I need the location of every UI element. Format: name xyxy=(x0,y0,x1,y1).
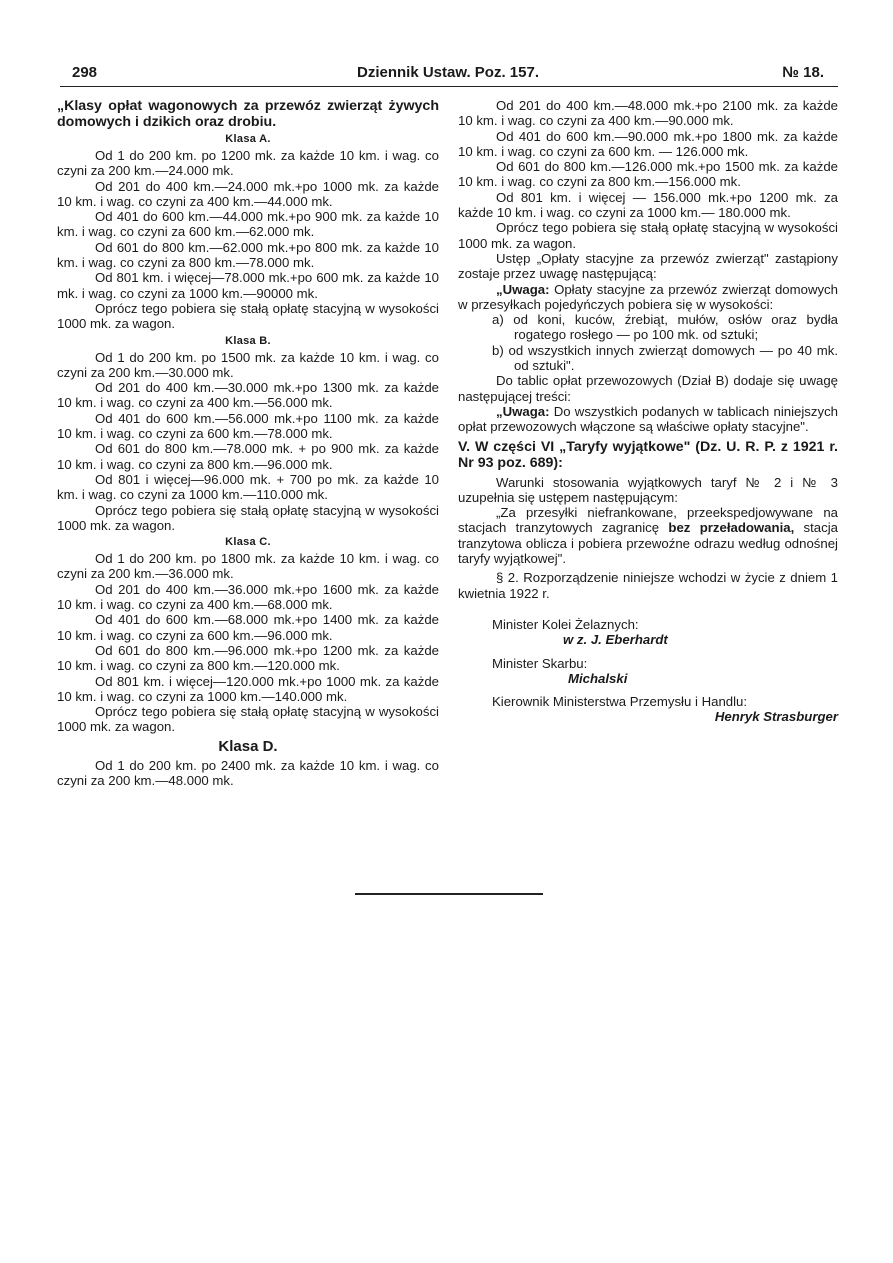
klasa-b-heading: Klasa B. xyxy=(225,334,271,347)
quote-end: stacja tranzytowa oblicza i pobiera przewoźne odrazu według odnośnej taryfy wyjątkowej". xyxy=(458,520,838,567)
klasa-c-para: Od 601 do 800 km.—96.000 mk.+po 1200 mk. za każde 10 km. i wag. co czyni za 800 km.—120.000 mk. xyxy=(57,642,439,674)
klasa-a-para: Od 201 do 400 km.—24.000 mk.+po 1000 mk. za każde 10 km. i wag. co czyni za 400 km.—44.000 mk. xyxy=(57,178,439,209)
klasa-c-para: Od 401 do 600 km.—68.000 mk.+po 1400 mk. za każde 10 km. i wag. co czyni za 600 km.—96.000 mk. xyxy=(57,612,439,643)
list-item-b: b) od wszystkich innych zwierząt domowych — po 40 mk. od sztuki". xyxy=(492,342,838,374)
warunki-para: Warunki stosowania wyjątkowych taryf № 2 i № 3 uzupełnia się ustępem następującym: xyxy=(458,474,838,505)
uwaga-1 xyxy=(458,282,838,313)
klasa-b-para: Od 201 do 400 km.—30.000 mk.+po 1300 mk. za każde 10 km. i wag. co czyni za 400 km.—56.000 mk. xyxy=(57,380,439,411)
klasa-b-para: Od 401 do 600 km.—56.000 mk.+po 1100 mk. za każde 10 km. i wag. co czyni za 600 km.—78.000 mk. xyxy=(57,410,439,442)
klasa-d-heading: Klasa D. xyxy=(218,737,278,755)
section-title: „Klasy opłat wagonowych za przewóz zwierząt żywych domowych i dzikich oraz drobiu. xyxy=(57,98,439,130)
uwaga-1-label: „Uwaga: xyxy=(496,281,550,297)
quote-start: „Za przesyłki niefrankowane, przeekspedjowywane na stacjach tranzytowych zagranicę xyxy=(458,505,838,536)
klasa-b-para: Oprócz tego pobiera się stałą opłatę stacyjną w wysokości 1000 mk. za wagon. xyxy=(57,502,439,533)
paragraph-2: § 2. Rozporządzenie niniejsze wchodzi w życie z dniem 1 kwietnia 1922 r. xyxy=(458,570,838,601)
klasa-a-para: Od 401 do 600 km.—44.000 mk.+po 900 mk. za każde 10 km. i wag. co czyni za 600 km.—62.000 mk. xyxy=(57,209,439,240)
klasa-b-para: Od 1 do 200 km. po 1500 mk. za każde 10 km. i wag. co czyni za 200 km.—30.000 mk. xyxy=(57,349,439,380)
page-number: 298 xyxy=(72,64,98,81)
quote-bold: bez przeładowania, xyxy=(668,520,795,536)
list-item-a: a) od koni, kuców, źrebiąt, mułów, osłów oraz bydła rogatego rosłego — po 100 mk. od sztuki; xyxy=(492,312,838,343)
klasa-d-para: Od 201 do 400 km.—48.000 mk.+po 2100 mk. za każde 10 km. i wag. co czyni za 400 km.—90.000 mk. xyxy=(458,98,838,129)
signature-2-title: Minister Skarbu: xyxy=(492,655,588,671)
klasa-d-para: Od 601 do 800 km.—126.000 mk.+po 1500 mk. za każde 10 km. i wag. co czyni za 800 km.—156.000 mk. xyxy=(458,159,838,190)
klasa-a-para: Oprócz tego pobiera się stałą opłatę stacyjną w wysokości 1000 mk. za wagon. xyxy=(57,300,439,332)
klasa-c-heading: Klasa C. xyxy=(225,536,271,549)
klasa-a-para: Od 601 do 800 km.—62.000 mk.+po 800 mk. za każde 10 km. i wag. co czyni za 800 km.—78.000 mk. xyxy=(57,239,439,271)
signature-1-name: w z. J. Eberhardt xyxy=(563,632,668,648)
issue-number: № 18. xyxy=(782,64,824,81)
klasa-c-para: Od 801 km. i więcej—120.000 mk.+po 1000 mk. za każde 10 km. i wag. co czyni za 1000 km.—140.000 mk. xyxy=(57,673,439,704)
klasa-d-para: Oprócz tego pobiera się stałą opłatę stacyjną w wysokości 1000 mk. za wagon. xyxy=(458,220,838,251)
uwaga-2-text: Do wszystkich podanych w tablicach niniejszych opłat przewozowych włączone są właściwe opłaty stacyjne". xyxy=(458,403,838,435)
uwaga-2 xyxy=(458,404,838,435)
uwaga-2-label: „Uwaga: xyxy=(496,403,550,419)
journal-title: Dziennik Ustaw. Poz. 157. xyxy=(357,64,539,81)
klasa-d-para: Od 401 do 600 km.—90.000 mk.+po 1800 mk. za każde 10 km. i wag. co czyni za 600 km. — 126.000 mk. xyxy=(458,128,838,159)
signature-1-title: Minister Kolei Żelaznych: xyxy=(492,616,639,632)
signature-2-name: Michalski xyxy=(568,670,628,686)
section-v-heading: V. W części VI „Taryfy wyjątkowe" (Dz. U. R. P. z 1921 r. Nr 93 poz. 689): xyxy=(458,438,838,471)
header-rule xyxy=(60,86,838,87)
uwaga-1-text: Opłaty stacyjne za przewóz zwierząt domowych w przesyłkach pojedyńczych pobiera się w wysokości: xyxy=(458,281,838,312)
klasa-a-heading: Klasa A. xyxy=(225,133,271,145)
klasa-b-para: Od 801 i więcej—96.000 mk. + 700 po mk. za każde 10 km. i wag. co czyni za 1000 km.—110.000 mk. xyxy=(57,471,439,503)
quote-para xyxy=(458,505,838,566)
klasa-a-para: Od 801 km. i więcej—78.000 mk.+po 600 mk. za każde 10 mk. i wag. co czyni za 1000 km.—90000 mk. xyxy=(57,270,439,301)
right-column xyxy=(458,98,838,725)
klasa-d-para: Od 1 do 200 km. po 2400 mk. za każde 10 km. i wag. co czyni za 200 km.—48.000 mk. xyxy=(57,757,439,788)
page-header xyxy=(72,64,824,84)
klasa-c-para: Od 201 do 400 km.—36.000 mk.+po 1600 mk. za każde 10 km. i wag. co czyni za 400 km.—68.000 mk. xyxy=(57,581,439,613)
signature-3-name: Henryk Strasburger xyxy=(714,709,838,725)
klasa-d-para: Od 801 km. i więcej — 156.000 mk.+po 1200 mk. za każde 10 km. i wag. co czyni za 1000 km.— 180.000 mk. xyxy=(458,189,838,221)
left-column xyxy=(57,98,439,788)
klasa-b-para: Od 601 do 800 km.—78.000 mk. + po 900 mk. za każde 10 km. i wag. co czyni za 800 km.—96.000 mk. xyxy=(57,441,439,472)
signature-3-title: Kierownik Ministerstwa Przemysłu i Handlu: xyxy=(492,694,748,710)
do-tablic: Do tablic opłat przewozowych (Dział B) dodaje się uwagę następującej treści: xyxy=(458,373,838,404)
end-rule xyxy=(355,893,543,895)
klasa-c-para: Od 1 do 200 km. po 1800 mk. za każde 10 km. i wag. co czyni za 200 km.—36.000 mk. xyxy=(57,551,439,582)
ustep-intro: Ustęp „Opłaty stacyjne za przewóz zwierząt" zastąpiony zostaje przez uwagę następującą: xyxy=(458,250,838,282)
klasa-a-para: Od 1 do 200 km. po 1200 mk. za każde 10 km. i wag. co czyni za 200 km.—24.000 mk. xyxy=(57,148,439,179)
klasa-c-para: Oprócz tego pobiera się stałą opłatę stacyjną w wysokości 1000 mk. za wagon. xyxy=(57,704,439,735)
